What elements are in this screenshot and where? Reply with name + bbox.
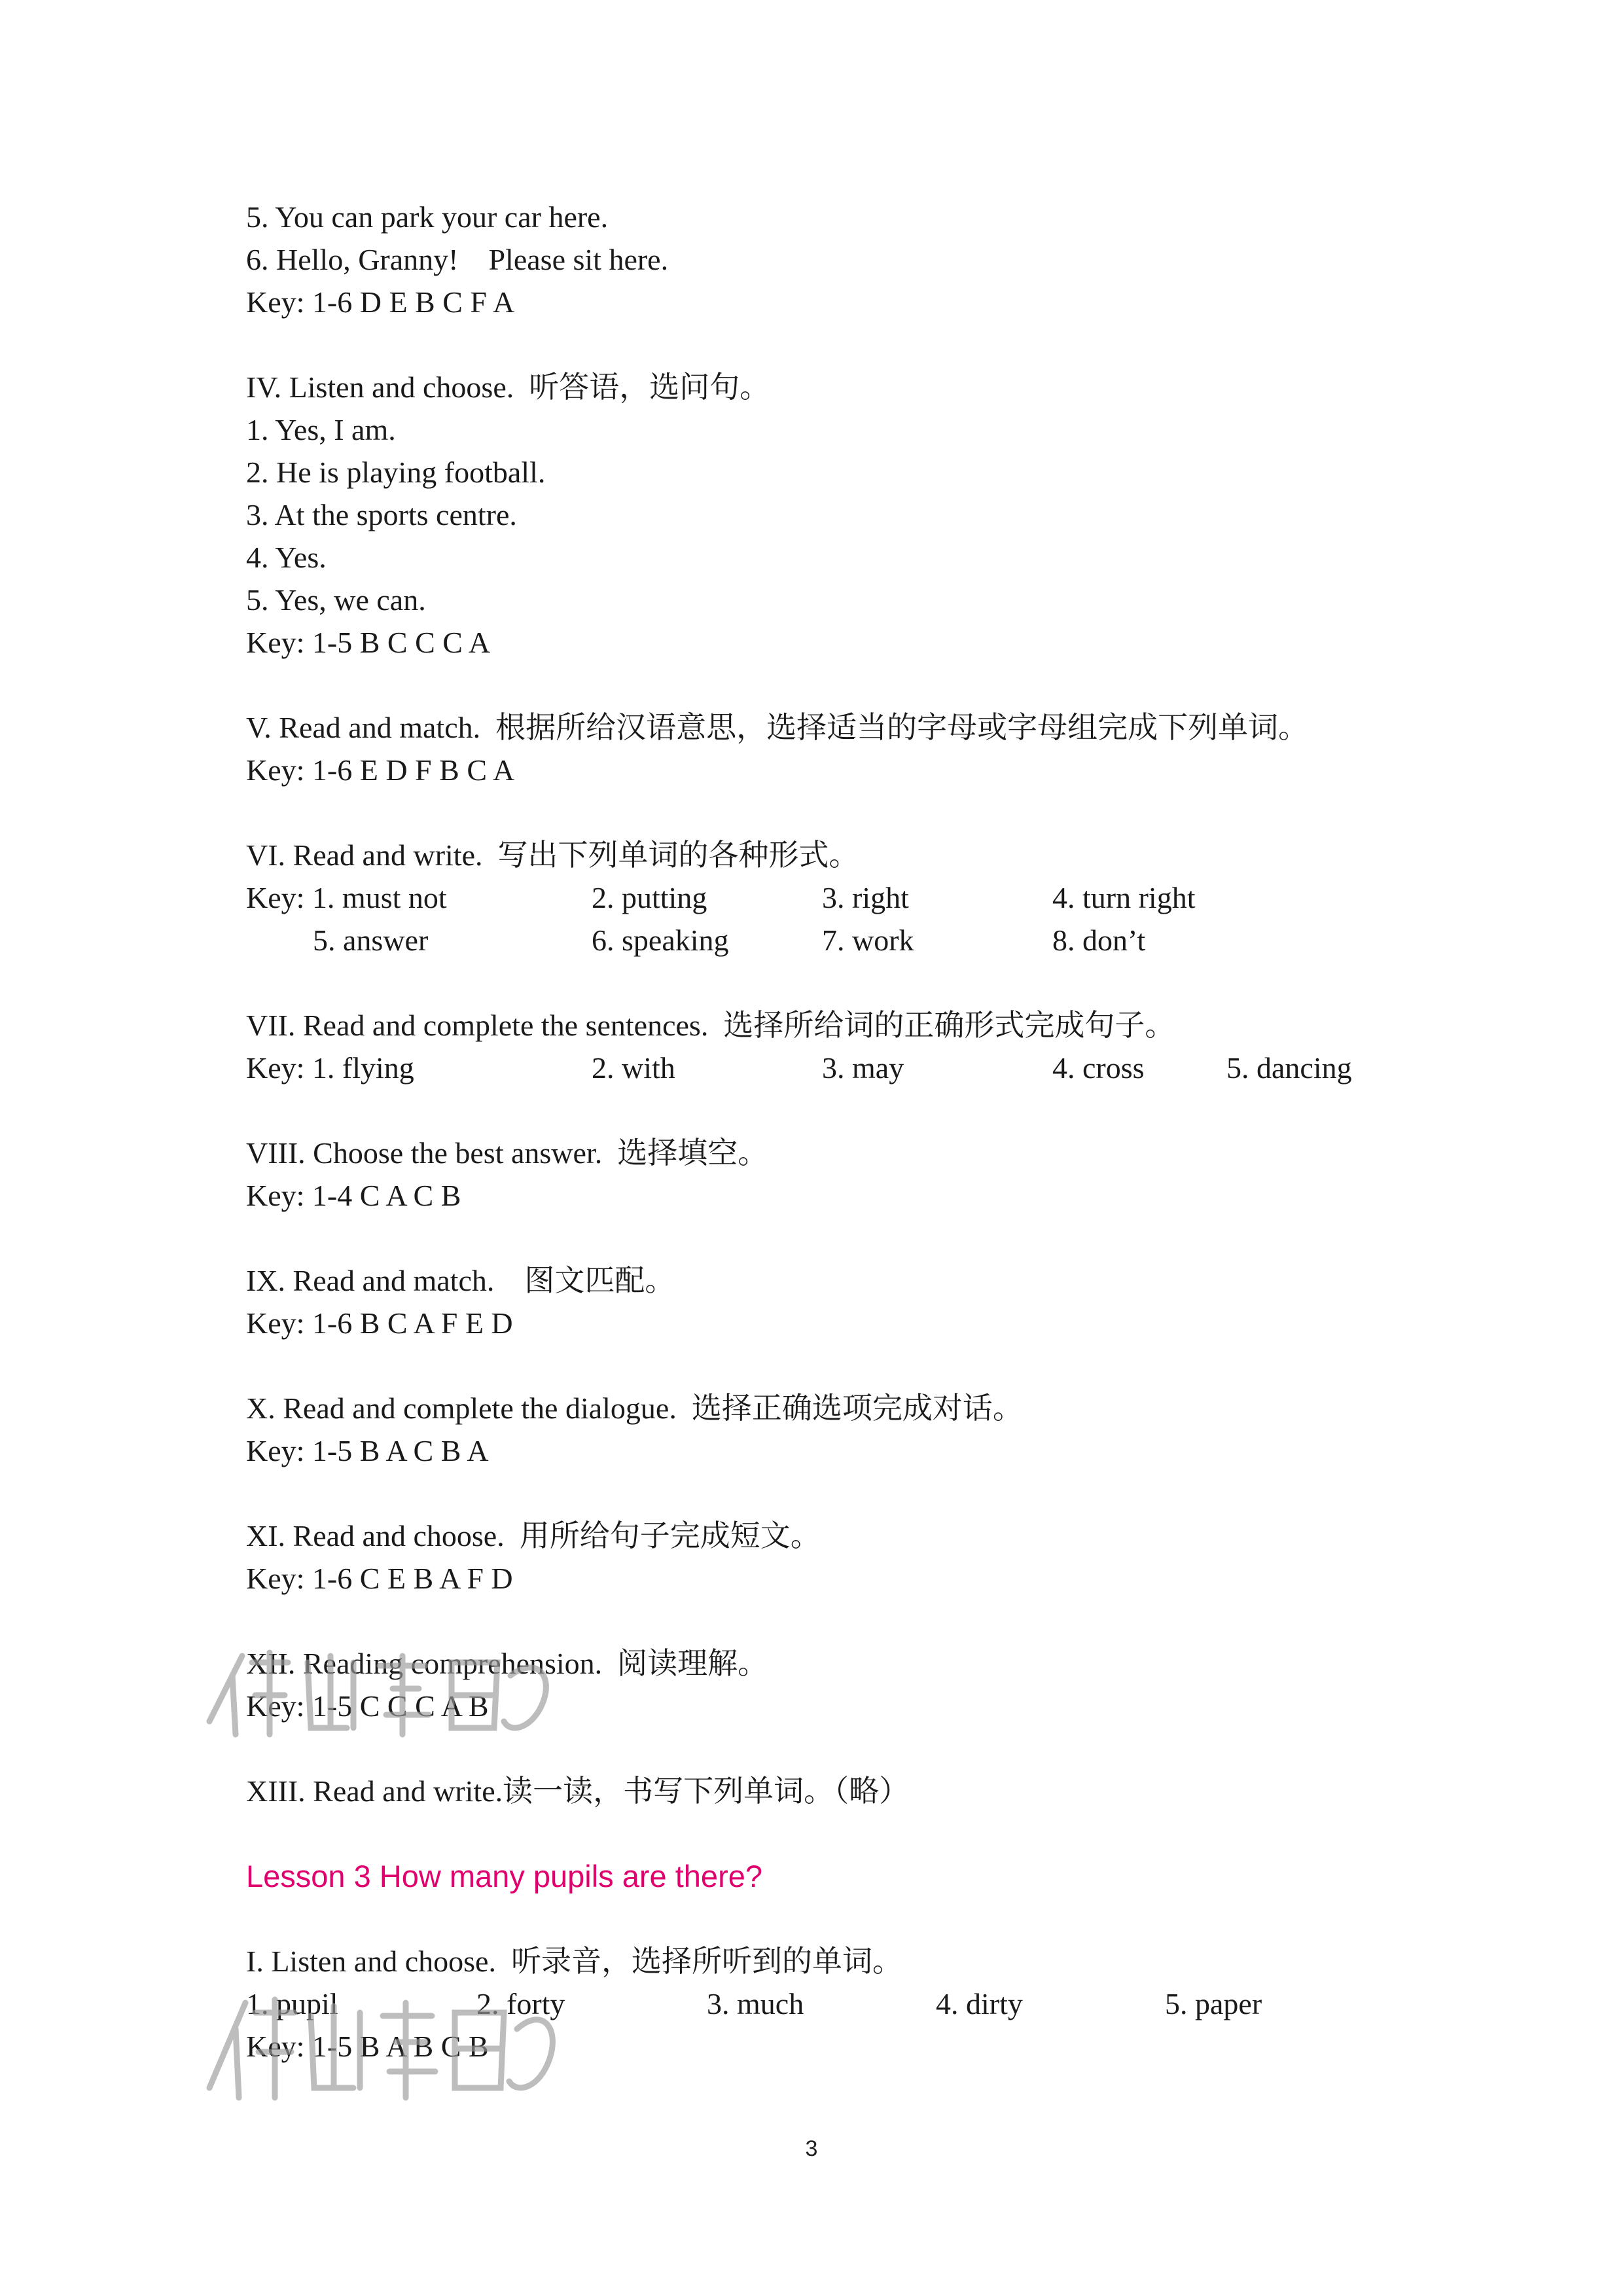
answer-key-item: Key: 1. flying xyxy=(246,1051,414,1085)
word-item: 5. paper xyxy=(1165,1987,1262,2020)
answer-key: Key: 1-5 C C C A B xyxy=(246,1689,489,1723)
word-item: 1. pupil xyxy=(246,1987,338,2020)
section-heading: VIII. Choose the best answer. 选择填空。 xyxy=(246,1136,768,1170)
answer-key: Key: 1-4 C A C B xyxy=(246,1179,461,1212)
answer-key: Key: 1-6 D E B C F A xyxy=(246,285,515,319)
answer-key-item: 3. right xyxy=(822,881,909,914)
answer-key: Key: 1-5 B A B C B xyxy=(246,2030,489,2063)
answer-key-item: 2. putting xyxy=(592,881,707,914)
answer-key-item: 8. don’t xyxy=(1052,924,1146,957)
text-line: 3. At the sports centre. xyxy=(246,498,517,531)
section-heading: XI. Read and choose. 用所给句子完成短文。 xyxy=(246,1519,821,1552)
text-line: 4. Yes. xyxy=(246,541,327,574)
section-heading: IX. Read and match. 图文匹配。 xyxy=(246,1264,675,1297)
answer-key-item: 4. cross xyxy=(1052,1051,1145,1085)
lesson-title: Lesson 3 How many pupils are there? xyxy=(246,1859,762,1893)
answer-key-item: 5. answer xyxy=(313,924,429,957)
page-number: 3 xyxy=(805,2136,818,2161)
section-heading: VII. Read and complete the sentences. 选择所给词的正确形式完成句子。 xyxy=(246,1009,1175,1042)
section-heading: IV. Listen and choose. 听答语，选问句。 xyxy=(246,370,770,404)
section-heading: V. Read and match. 根据所给汉语意思，选择适当的字母或字母组完成下列单词。 xyxy=(246,711,1309,744)
answer-key-item: 4. turn right xyxy=(1052,881,1196,914)
word-item: 3. much xyxy=(707,1987,804,2020)
answer-key-item: 3. may xyxy=(822,1051,904,1085)
answer-key-item: 7. work xyxy=(822,924,914,957)
text-line: 5. You can park your car here. xyxy=(246,200,609,234)
text-line: 5. Yes, we can. xyxy=(246,583,426,617)
answer-key-item: 6. speaking xyxy=(592,924,729,957)
section-heading: X. Read and complete the dialogue. 选择正确选项完成对话。 xyxy=(246,1391,1023,1425)
text-line: 1. Yes, I am. xyxy=(246,413,396,446)
word-item: 4. dirty xyxy=(936,1987,1023,2020)
word-item: 2. forty xyxy=(476,1987,565,2020)
section-heading: XII. Reading comprehension. 阅读理解。 xyxy=(246,1647,768,1680)
section-heading: VI. Read and write. 写出下列单词的各种形式。 xyxy=(246,838,859,872)
answer-key: Key: 1-5 B C C C A xyxy=(246,626,491,659)
answer-key: Key: 1-6 C E B A F D xyxy=(246,1562,513,1595)
answer-key-item: 5. dancing xyxy=(1226,1051,1352,1085)
answer-key-item: 2. with xyxy=(592,1051,675,1085)
section-heading: I. Listen and choose. 听录音，选择所听到的单词。 xyxy=(246,1945,902,1978)
answer-key-item: Key: 1. must not xyxy=(246,881,447,914)
text-line: 2. He is playing football. xyxy=(246,456,546,489)
answer-key: Key: 1-5 B A C B A xyxy=(246,1434,489,1467)
text-line: 6. Hello, Granny! Please sit here. xyxy=(246,243,669,276)
answer-key: Key: 1-6 B C A F E D xyxy=(246,1306,513,1340)
section-heading: XIII. Read and write.读一读，书写下列单词。（略） xyxy=(246,1774,910,1808)
answer-key: Key: 1-6 E D F B C A xyxy=(246,753,515,787)
